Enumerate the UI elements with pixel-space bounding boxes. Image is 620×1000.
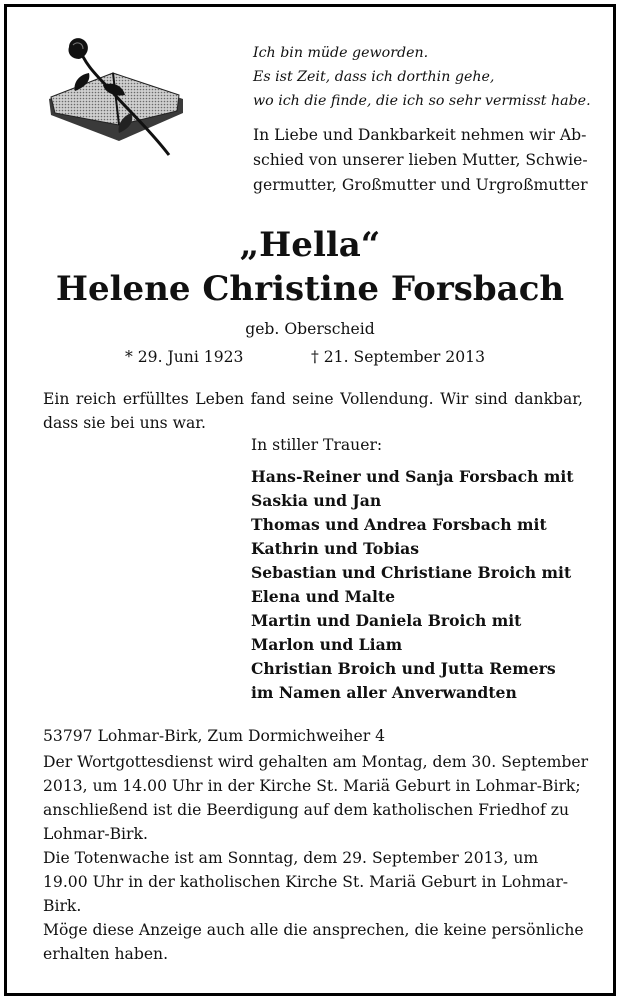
mourner-line: Hans-Reiner und Sanja Forsbach mit — [251, 467, 574, 486]
nickname: „Hella“ — [239, 225, 381, 265]
maiden-name: geb. Oberscheid — [245, 320, 375, 338]
funeral-line: Die Totenwache ist am Sonntag, dem 29. September 2013, um — [43, 849, 539, 867]
obituary-card — [4, 4, 616, 996]
mourner-line: Martin und Daniela Broich mit — [251, 611, 522, 630]
funeral-line: Lohmar-Birk. — [43, 825, 148, 843]
mourner-line: im Namen aller Anverwandten — [251, 683, 517, 702]
funeral-details — [43, 750, 589, 966]
address: 53797 Lohmar-Birk, Zum Dormichweiher 4 — [43, 727, 386, 745]
funeral-line: Möge diese Anzeige auch alle die ansprechen, die keine persönliche — [43, 921, 584, 939]
intro-line: In Liebe und Dankbarkeit nehmen wir Ab- — [253, 126, 587, 144]
poem-line: Es ist Zeit, dass ich dorthin gehe, — [253, 69, 495, 85]
mourner-line: Sebastian und Christiane Broich mit — [251, 563, 572, 582]
mourning-heading: In stiller Trauer: — [251, 436, 383, 454]
mourner-line: Kathrin und Tobias — [251, 539, 420, 558]
mourner-line: Saskia und Jan — [251, 491, 382, 510]
funeral-line: anschließend ist die Beerdigung auf dem katholischen Friedhof zu — [43, 801, 569, 819]
mourners-list — [251, 465, 574, 705]
intro-line: germutter, Großmutter und Urgroßmutter — [253, 176, 588, 194]
death-date: † 21. September 2013 — [311, 348, 485, 366]
poem — [253, 41, 598, 113]
funeral-line: 19.00 Uhr in der katholischen Kirche St. Mariä Geburt in Lohmar- — [43, 873, 569, 891]
statement: Ein reich erfülltes Leben fand seine Vollendung. Wir sind dankbar, dass sie bei uns war. — [43, 390, 583, 432]
intro-line: schied von unserer lieben Mutter, Schwie- — [253, 151, 588, 169]
deceased-name: Helene Christine Forsbach — [55, 269, 565, 309]
funeral-line: Der Wortgottesdienst wird gehalten am Montag, dem 30. September — [43, 753, 589, 771]
mourner-line: Thomas und Andrea Forsbach mit — [251, 515, 547, 534]
poem-line: Ich bin müde geworden. — [253, 45, 429, 61]
intro-text — [253, 123, 586, 198]
poem-line: wo ich die finde, die ich so sehr vermisst habe. — [253, 93, 591, 109]
funeral-line: erhalten haben. — [43, 945, 169, 963]
funeral-line: 2013, um 14.00 Uhr in der Kirche St. Mariä Geburt in Lohmar-Birk; — [43, 777, 581, 795]
mourner-line: Elena und Malte — [251, 587, 396, 606]
funeral-line: Birk. — [43, 897, 82, 915]
mourner-line: Christian Broich und Jutta Remers — [251, 659, 556, 678]
birth-date: * 29. Juni 1923 — [125, 348, 244, 366]
book-with-rose-icon — [43, 37, 191, 163]
mourner-line: Marlon und Liam — [251, 635, 403, 654]
